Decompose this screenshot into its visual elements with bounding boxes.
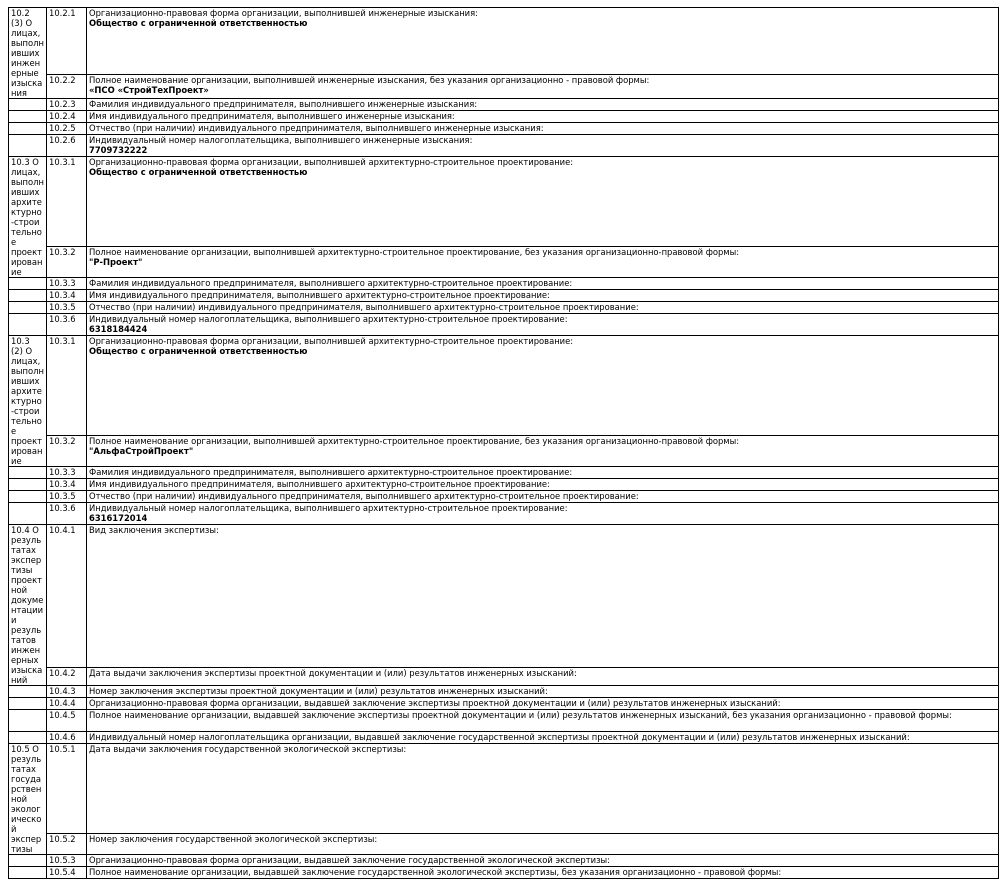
row-label: Организационно-правовая форма организации, выполнившей архитектурно-строительное проектирование: bbox=[89, 157, 574, 167]
row-label: Фамилия индивидуального предпринимателя, выполнившего инженерные изыскания: bbox=[87, 99, 999, 111]
table-row bbox=[9, 290, 999, 302]
table-row bbox=[9, 302, 999, 314]
row-code: 10.4.4 bbox=[47, 698, 87, 710]
row-label: Организационно-правовая форма организации, выдавшей заключение государственной экологической экспертизы: bbox=[87, 855, 999, 867]
row-label: Полное наименование организации, выдавшей заключение экспертизы проектной документации и (или) результатов инженерных изысканий, без указания организационно - правовой формы: bbox=[87, 710, 999, 732]
section-title: 10.5 О результатах государственной экологической экспертизы bbox=[9, 744, 47, 855]
table-row bbox=[9, 123, 999, 135]
row-code: 10.4.6 bbox=[47, 732, 87, 744]
row-code: 10.2.2 bbox=[47, 75, 87, 99]
table-row bbox=[9, 336, 999, 436]
row-content bbox=[87, 336, 999, 436]
table-row bbox=[9, 135, 999, 157]
section-title-empty bbox=[9, 135, 47, 157]
row-content bbox=[87, 75, 999, 99]
row-value: Общество с ограниченной ответственностью bbox=[89, 346, 308, 356]
table-row bbox=[9, 278, 999, 290]
table-row bbox=[9, 157, 999, 247]
row-content bbox=[87, 436, 999, 467]
section-title: 10.2 (3) О лицах, выполнивших инженерные изыскания bbox=[9, 8, 47, 99]
row-label: Индивидуальный номер налогоплательщика, выполнившего инженерные изыскания: bbox=[89, 135, 473, 145]
row-code: 10.3.3 bbox=[47, 278, 87, 290]
declaration-table bbox=[8, 7, 999, 879]
row-label: Отчество (при наличии) индивидуального предпринимателя, выполнившего архитектурно-строительное проектирование: bbox=[87, 302, 999, 314]
row-content bbox=[87, 8, 999, 75]
row-code: 10.4.5 bbox=[47, 710, 87, 732]
table-row bbox=[9, 246, 999, 277]
row-label: Номер заключения экспертизы проектной документации и (или) результатов инженерных изысканий: bbox=[87, 686, 999, 698]
section-title-empty bbox=[9, 686, 47, 698]
row-label: Полное наименование организации, выдавшей заключение государственной экологической экспертизы, без указания организационно - правовой формы: bbox=[87, 867, 999, 879]
table-row bbox=[9, 667, 999, 685]
row-content bbox=[87, 503, 999, 525]
section-title-empty bbox=[9, 503, 47, 525]
row-label: Фамилия индивидуального предпринимателя, выполнившего архитектурно-строительное проектирование: bbox=[87, 467, 999, 479]
section-title-empty bbox=[9, 99, 47, 111]
table-row bbox=[9, 436, 999, 467]
row-value: «ПСО «СтройТехПроект» bbox=[89, 85, 209, 96]
row-code: 10.2.4 bbox=[47, 111, 87, 123]
section-title-empty bbox=[9, 479, 47, 491]
section-title-empty bbox=[9, 123, 47, 135]
row-code: 10.4.2 bbox=[47, 667, 87, 685]
table-row bbox=[9, 834, 999, 855]
table-row bbox=[9, 491, 999, 503]
table-row bbox=[9, 710, 999, 732]
section-title: 10.4 О результатах экспертизы проектной документации и результатов инженерных изысканий bbox=[9, 525, 47, 686]
row-label: Организационно-правовая форма организации, выполнившей архитектурно-строительное проектирование: bbox=[89, 336, 574, 346]
row-content bbox=[87, 246, 999, 277]
section-title: 10.3 (2) О лицах, выполнивших архитектурно-строительное проектирование bbox=[9, 336, 47, 467]
section-title-empty bbox=[9, 111, 47, 123]
row-code: 10.3.6 bbox=[47, 314, 87, 336]
row-code: 10.5.3 bbox=[47, 855, 87, 867]
row-label: Организационно-правовая форма организации, выполнившей инженерные изыскания: bbox=[89, 8, 478, 18]
table-row bbox=[9, 525, 999, 668]
row-content bbox=[87, 314, 999, 336]
table-row bbox=[9, 314, 999, 336]
section-title-empty bbox=[9, 732, 47, 744]
table-row bbox=[9, 855, 999, 867]
table-row bbox=[9, 867, 999, 879]
row-label: Полное наименование организации, выполнившей архитектурно-строительное проектирование, без указания организационно-правовой формы: bbox=[89, 246, 740, 257]
table-row bbox=[9, 744, 999, 834]
row-code: 10.3.1 bbox=[47, 157, 87, 247]
section-title-empty bbox=[9, 867, 47, 879]
row-value: Общество с ограниченной ответственностью bbox=[89, 18, 308, 28]
row-code: 10.5.4 bbox=[47, 867, 87, 879]
row-value: 7709732222 bbox=[89, 145, 148, 155]
row-code: 10.2.3 bbox=[47, 99, 87, 111]
row-code: 10.3.1 bbox=[47, 336, 87, 436]
row-label: Имя индивидуального предпринимателя, выполнившего архитектурно-строительное проектирование: bbox=[87, 479, 999, 491]
section-title-empty bbox=[9, 855, 47, 867]
declaration-table-body bbox=[9, 8, 999, 879]
row-label: Имя индивидуального предпринимателя, выполнившего инженерные изыскания: bbox=[87, 111, 999, 123]
row-code: 10.3.5 bbox=[47, 491, 87, 503]
row-code: 10.3.3 bbox=[47, 467, 87, 479]
row-code: 10.3.2 bbox=[47, 246, 87, 277]
table-row bbox=[9, 479, 999, 491]
row-code: 10.2.5 bbox=[47, 123, 87, 135]
section-title-empty bbox=[9, 314, 47, 336]
row-label: Индивидуальный номер налогоплательщика, выполнившего архитектурно-строительное проектирование: bbox=[89, 503, 568, 513]
row-code: 10.2.1 bbox=[47, 8, 87, 75]
table-row bbox=[9, 686, 999, 698]
table-row bbox=[9, 99, 999, 111]
row-content bbox=[87, 157, 999, 247]
section-title-empty bbox=[9, 278, 47, 290]
row-code: 10.3.2 bbox=[47, 436, 87, 467]
row-code: 10.5.1 bbox=[47, 744, 87, 834]
row-value: "АльфаСтройПроект" bbox=[89, 446, 194, 457]
row-code: 10.4.1 bbox=[47, 525, 87, 668]
row-value: 6316172014 bbox=[89, 513, 148, 523]
table-row bbox=[9, 732, 999, 744]
section-title: 10.3 О лицах, выполнивших архитектурно-строительное проектирование bbox=[9, 157, 47, 278]
row-label: Отчество (при наличии) индивидуального предпринимателя, выполнившего инженерные изыскания: bbox=[87, 123, 999, 135]
table-row bbox=[9, 467, 999, 479]
row-label: Полное наименование организации, выполнившей инженерные изыскания, без указания организационно - правовой формы: bbox=[89, 75, 650, 86]
row-label: Дата выдачи заключения экспертизы проектной документации и (или) результатов инженерных изысканий: bbox=[87, 667, 999, 685]
table-row bbox=[9, 503, 999, 525]
row-label: Индивидуальный номер налогоплательщика, выполнившего архитектурно-строительное проектирование: bbox=[89, 314, 568, 324]
row-label: Номер заключения государственной экологической экспертизы: bbox=[87, 834, 999, 855]
row-code: 10.2.6 bbox=[47, 135, 87, 157]
row-label: Отчество (при наличии) индивидуального предпринимателя, выполнившего архитектурно-строительное проектирование: bbox=[87, 491, 999, 503]
row-code: 10.3.6 bbox=[47, 503, 87, 525]
section-title-empty bbox=[9, 290, 47, 302]
row-code: 10.5.2 bbox=[47, 834, 87, 855]
section-title-empty bbox=[9, 698, 47, 710]
row-content bbox=[87, 135, 999, 157]
table-row bbox=[9, 698, 999, 710]
table-row bbox=[9, 111, 999, 123]
table-row bbox=[9, 8, 999, 75]
row-code: 10.3.4 bbox=[47, 290, 87, 302]
section-title-empty bbox=[9, 467, 47, 479]
section-title-empty bbox=[9, 491, 47, 503]
row-value: 6318184424 bbox=[89, 324, 148, 334]
row-label: Полное наименование организации, выполнившей архитектурно-строительное проектирование, без указания организационно-правовой формы: bbox=[89, 436, 740, 447]
row-label: Организационно-правовая форма организации, выдавшей заключение экспертизы проектной документации и (или) результатов инженерных изысканий: bbox=[87, 698, 999, 710]
row-label: Дата выдачи заключения государственной экологической экспертизы: bbox=[87, 744, 999, 834]
row-code: 10.3.5 bbox=[47, 302, 87, 314]
row-code: 10.4.3 bbox=[47, 686, 87, 698]
table-row bbox=[9, 75, 999, 99]
row-value: "Р-Проект" bbox=[89, 256, 143, 267]
row-label: Фамилия индивидуального предпринимателя, выполнившего архитектурно-строительное проектирование: bbox=[87, 278, 999, 290]
row-label: Имя индивидуального предпринимателя, выполнившего архитектурно-строительное проектирование: bbox=[87, 290, 999, 302]
row-code: 10.3.4 bbox=[47, 479, 87, 491]
section-title-empty bbox=[9, 710, 47, 732]
section-title-empty bbox=[9, 302, 47, 314]
row-label: Индивидуальный номер налогоплательщика организации, выдавшей заключение государственной экспертизы проектной документации и (или) результатов инженерных изысканий: bbox=[87, 732, 999, 744]
row-label: Вид заключения экспертизы: bbox=[87, 525, 999, 668]
row-value: Общество с ограниченной ответственностью bbox=[89, 167, 308, 177]
